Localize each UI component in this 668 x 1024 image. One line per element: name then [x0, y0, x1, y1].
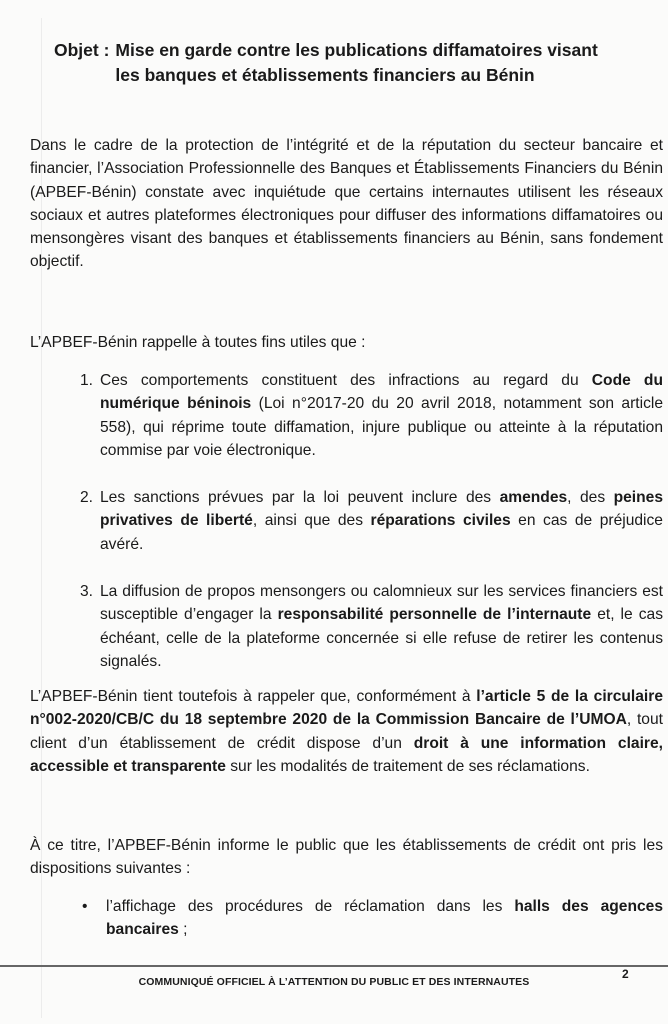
- text-run: La diffusion de propos mensongers ou calomnieux sur les services financiers est susceptible d’engager la: [100, 583, 663, 624]
- item-number: 2.: [80, 489, 94, 506]
- text-run: Ces comportements constituent des infractions au regard du: [100, 372, 592, 389]
- bullet-item: [80, 895, 663, 942]
- text-run: Les sanctions prévues par la loi peuvent inclure des: [100, 489, 500, 506]
- text-run: sur les modalités de traitement de ses réclamations.: [225, 757, 590, 775]
- circular-paragraph: [30, 685, 663, 778]
- item-text: [100, 489, 663, 553]
- item-text: [100, 583, 663, 670]
- intro-paragraph: Dans le cadre de la protection de l’intégrité et de la réputation du secteur bancaire et financier, l’Association Professionnelle des Banques et Établissements Financiers du Bénin (APBEF-Bénin) constate avec inquiétude que certains internautes utilisent les réseaux sociaux et autres plateformes électroniques pour diffuser des informations diffamatoires ou mensongères visant des banques et établissements financiers au Bénin, sans fondement objectif.: [30, 137, 663, 271]
- bold-text: l’article 5 de la circulaire n°002-2020/CB/C du 18 septembre 2020 de la Commission Bancaire de l’UMOA: [30, 688, 663, 729]
- text-run: , des: [567, 489, 614, 506]
- footer-divider: [0, 965, 668, 967]
- text-run: ;: [178, 921, 188, 939]
- numbered-item: [80, 580, 663, 673]
- page-number: 2: [622, 967, 629, 981]
- object-label: Objet :: [54, 40, 110, 60]
- bold-text: Code du numérique béninois: [100, 372, 663, 413]
- numbered-item: [80, 486, 663, 556]
- object-heading: [54, 38, 614, 88]
- measures-intro: À ce titre, l’APBEF-Bénin informe le public que les établissements de crédit ont pris les dispositions suivantes :: [30, 837, 663, 878]
- bold-text: responsabilité personnelle de l’internaute: [277, 606, 592, 624]
- text-run: , tout client d’un établissement de crédit dispose d’un: [30, 711, 663, 752]
- item-text: [100, 372, 663, 459]
- item-number: 3.: [80, 583, 94, 600]
- text-run: (Loi n°2017-20 du 20 avril 2018, notamment son article 558), qui réprime toute diffamation, injure publique ou atteinte à la réputation commise par voie électronique.: [100, 395, 664, 459]
- bold-text: halls des agences bancaires: [106, 898, 663, 939]
- bold-text: peines privatives de liberté: [100, 489, 663, 530]
- text-run: l’affichage des procédures de réclamation dans les: [106, 898, 515, 915]
- bold-text: amendes: [499, 489, 568, 506]
- text-run: et, le cas échéant, celle de la plateforme concernée si elle refuse de retirer les contenus signalés.: [100, 606, 663, 670]
- text-run: , ainsi que des: [252, 512, 371, 530]
- footer-text: COMMUNIQUÉ OFFICIEL À L’ATTENTION DU PUBLIC ET DES INTERNAUTES: [138, 976, 530, 988]
- reminder-intro: L’APBEF-Bénin rappelle à toutes fins utiles que :: [30, 334, 366, 351]
- bold-text: réparations civiles: [370, 512, 511, 530]
- text-run: en cas de préjudice avéré.: [100, 512, 663, 553]
- item-number: 1.: [80, 372, 94, 389]
- bold-text: droit à une information claire, accessible et transparente: [30, 734, 663, 775]
- text-run: L’APBEF-Bénin tient toutefois à rappeler que, conformément à: [30, 688, 477, 705]
- bullet-marker: •: [82, 898, 88, 915]
- numbered-item: [80, 369, 663, 462]
- object-title: Mise en garde contre les publications diffamatoires visant les banques et établissements financiers au Bénin: [115, 40, 598, 85]
- bullet-text: [106, 898, 663, 938]
